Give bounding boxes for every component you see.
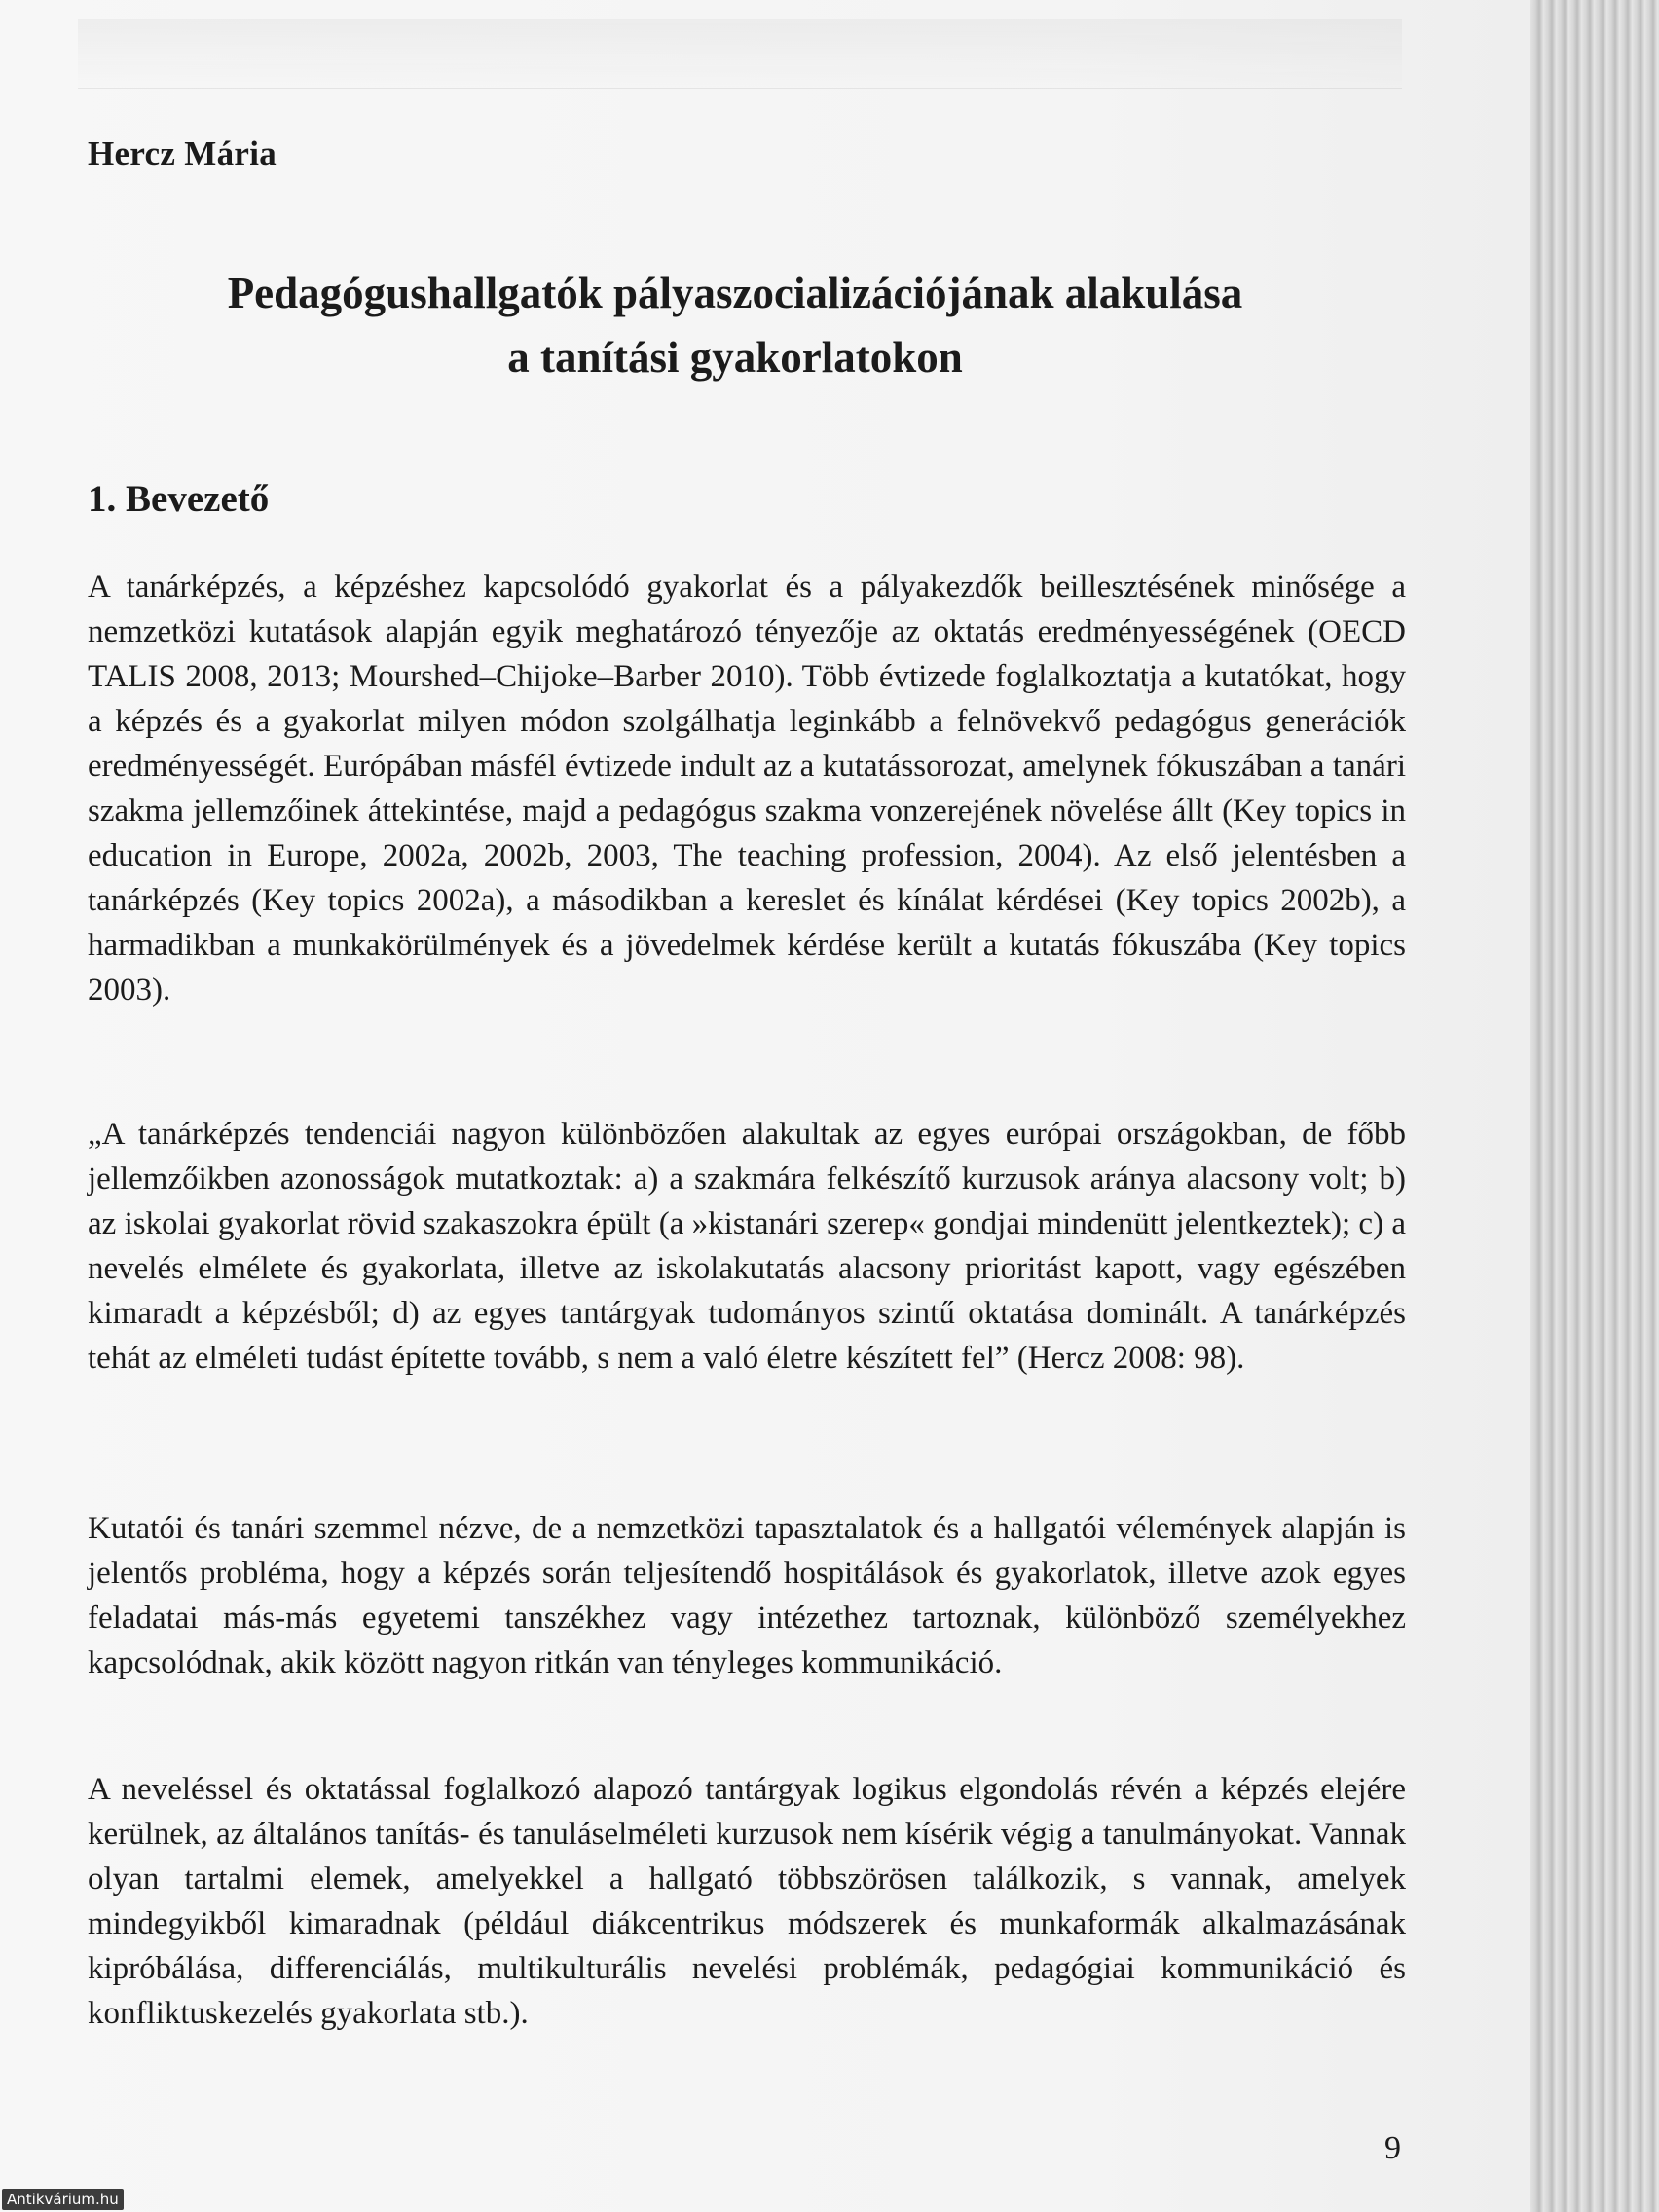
chapter-title-line-2: a tanítási gyakorlatokon [507, 333, 963, 382]
watermark: Antikvárium.hu [2, 2189, 124, 2210]
author-name: Hercz Mária [88, 134, 277, 172]
book-page-edge [1530, 0, 1659, 2212]
chapter-title [146, 261, 1324, 389]
paragraph-1: A tanárképzés, a képzéshez kapcsolódó gyakorlat és a pályakezdők beillesztésének minősége a nemzetközi kutatások alapján egyik meghatározó tényezője az oktatás eredményességének (OECD TALIS 2008, 2013; Mourshed–Chijoke–Barber 2010). Több évtizede foglalkoztatja a kutatókat, hogy a képzés és a gyakorlat milyen módon szolgálhatja leginkább a felnövekvő pedagógus generációk eredményességét. Európában másfél évtizede indult az a kutatássorozat, amelynek fókuszában a tanári szakma jellemzőinek áttekintése, majd a pedagógus szakma vonzerejének növelése állt (Key topics in education in Europe, 2002a, 2002b, 2003, The teaching profession, 2004). Az első jelentésben a tanárképzés (Key topics 2002a), a másodikban a kereslet és kínálat kérdései (Key topics 2002b), a harmadikban a munkakörülmények és a jövedelmek kérdése került a kutatás fókuszába (Key topics 2003). [88, 570, 1406, 1008]
paragraph-2: „A tanárképzés tendenciái nagyon különbözően alakultak az egyes európai országokban, de főbb jellemzőikben azonosságok mutatkoztak: a) a szakmára felkészítő kurzusok aránya alacsony volt; b) az iskolai gyakorlat rövid szakaszokra épült (a »kistanári szerep« gondjai mindenütt jelentkeztek); c) a nevelés elmélete és gyakorlata, illetve az iskolakutatás alacsony prioritást kapott, vagy egészében kimaradt a képzésből; d) az egyes tantárgyak tudományos szintű oktatása dominált. A tanárképzés tehát az elméleti tudást építette tovább, s nem a való életre készített fel” (Hercz 2008: 98). [88, 1117, 1406, 1376]
section-heading: 1. Bevezető [88, 478, 270, 520]
paragraph-3: Kutatói és tanári szemmel nézve, de a nemzetközi tapasztalatok és a hallgatói vélemények alapján is jelentős probléma, hogy a képzés során teljesítendő hospitálások és gyakorlatok, illetve azok egyes feladatai más-más egyetemi tanszékhez vagy intézethez tartoznak, különböző személyekhez kapcsolódnak, akik között nagyon ritkán van tényleges kommunikáció. [88, 1511, 1406, 1680]
previous-page-bleed [78, 19, 1402, 89]
paragraph-4: A neveléssel és oktatással foglalkozó alapozó tantárgyak logikus elgondolás révén a képzés elejére kerülnek, az általános tanítás- és tanuláselméleti kurzusok nem kísérik végig a tanulmányokat. Vannak olyan tartalmi elemek, amelyekkel a hallgató többszörösen találkozik, s vannak, amelyek mindegyikből kimaradnak (például diákcentrikus módszerek és munkaformák alkalmazásának kipróbálása, differenciálás, multikulturális nevelési problémák, pedagógiai kommunikáció és konfliktuskezelés gyakorlata stb.). [88, 1772, 1406, 2031]
page-number: 9 [1384, 2130, 1401, 2166]
chapter-title-line-1: Pedagógushallgatók pályaszocializációjának alakulása [227, 269, 1243, 317]
